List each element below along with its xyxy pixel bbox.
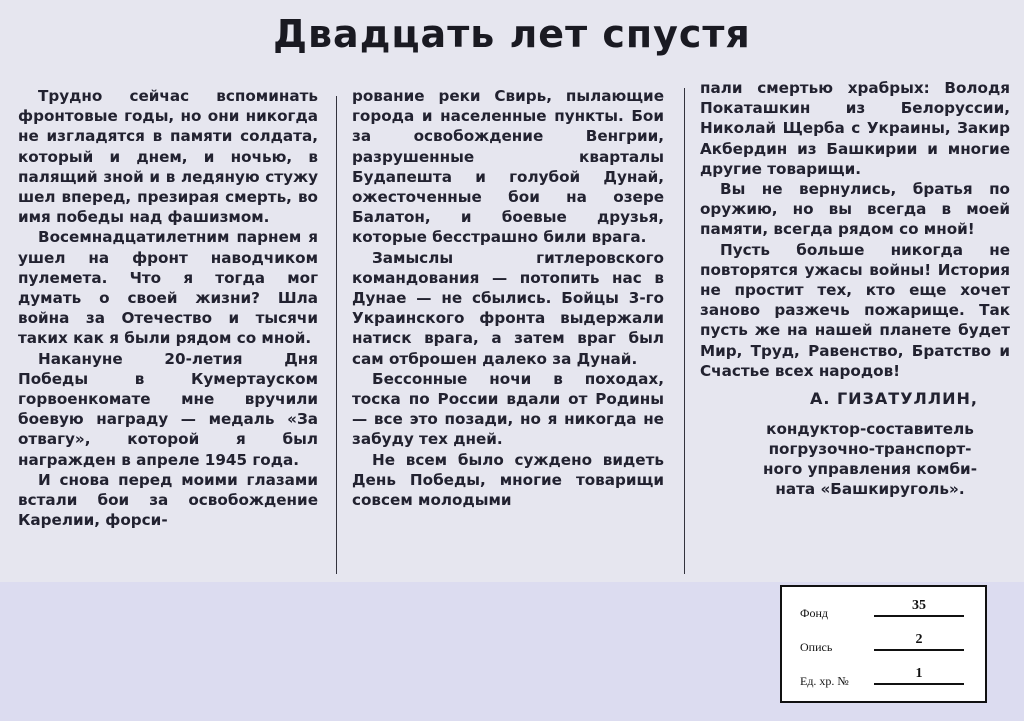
unit-value: 1 [874,665,964,685]
fond-label: Фонд [800,606,829,620]
paragraph: Восемнадцатилетним парнем я ушел на фронт наводчиком пулемета. Что я тогда мог думать о своей жизни? Шла война за Отечество и тысячи таких как я были рядом со мной. [18,228,318,348]
position-line: ного управления комби- [762,460,977,479]
archive-stamp [780,585,987,703]
paragraph: Не всем было суждено видеть День Победы, многие товарищи совсем молодыми [352,450,664,510]
paragraph: Трудно сейчас вспоминать фронтовые годы, но они никогда не изгладятся в памяти солдата, который и днем, и ночью, в палящий зной и в ледяную стужу шел вперед, презирая смерть, во имя победы над фашизмом. [18,87,318,227]
opis-value: 2 [874,631,964,651]
article-column-3 [700,78,1010,499]
paragraph: Накануне 20-летия Дня Победы в Кумертауском горвоенкомате мне вручили боевую награду — медаль «За отвагу», которой я был награжден в апреле 1945 года. [18,349,318,469]
position-line: ната «Башкируголь». [775,480,965,499]
article-column-1 [18,86,318,530]
paragraph: пали смертью храбрых: Володя Покаташкин из Белоруссии, Николай Щерба с Украины, Закир Акбердин из Башкирии и многие другие товарищи. [700,79,1010,178]
column-divider [336,96,337,574]
archive-row-opis [800,627,970,655]
archive-row-fond [800,593,970,621]
author-signature: А. ГИЗАТУЛЛИН, [809,389,978,409]
archive-row-unit [800,661,970,689]
paragraph: Вы не вернулись, братья по оружию, но вы всегда в моей памяти, всегда рядом со мной! [700,180,1010,239]
paragraph: Замыслы гитлеровского командования — потопить нас в Дунае — не сбылись. Бойцы 3-го Украинского фронта выдержали натиск врага, а затем враг был сам отброшен далеко за Дунай. [352,248,664,368]
article-column-2 [352,86,664,510]
paragraph: И снова перед моими глазами встали бои за освобождение Карелии, форси- [18,470,318,530]
paragraph: Пусть больше никогда не повторятся ужасы войны! История не простит тех, кто еще хочет заново разжечь пожарище. Так пусть же на нашей планете будет Мир, Труд, Равенство, Братство и Счастье всех народов! [700,240,1010,380]
position-line: кондуктор-составитель [766,420,974,439]
fond-value: 35 [874,597,964,617]
author-position [730,419,1010,499]
unit-label: Ед. хр. № [800,674,849,688]
position-line: погрузочно-транспорт- [768,440,972,459]
paragraph: рование реки Свирь, пылающие города и населенные пункты. Бои за освобождение Венгрии, разрушенные кварталы Будапешта и голубой Дунай, ожесточенные бои на озере Балатон, и боевые друзья, которые бесстрашно били врага. [352,87,664,247]
column-divider [684,88,685,574]
opis-label: Опись [800,640,833,654]
paragraph: Бессонные ночи в походах, тоска по России вдали от Родины — все это позади, но я никогда не забуду тех дней. [352,369,664,449]
article-headline: Двадцать лет спустя [273,12,751,56]
